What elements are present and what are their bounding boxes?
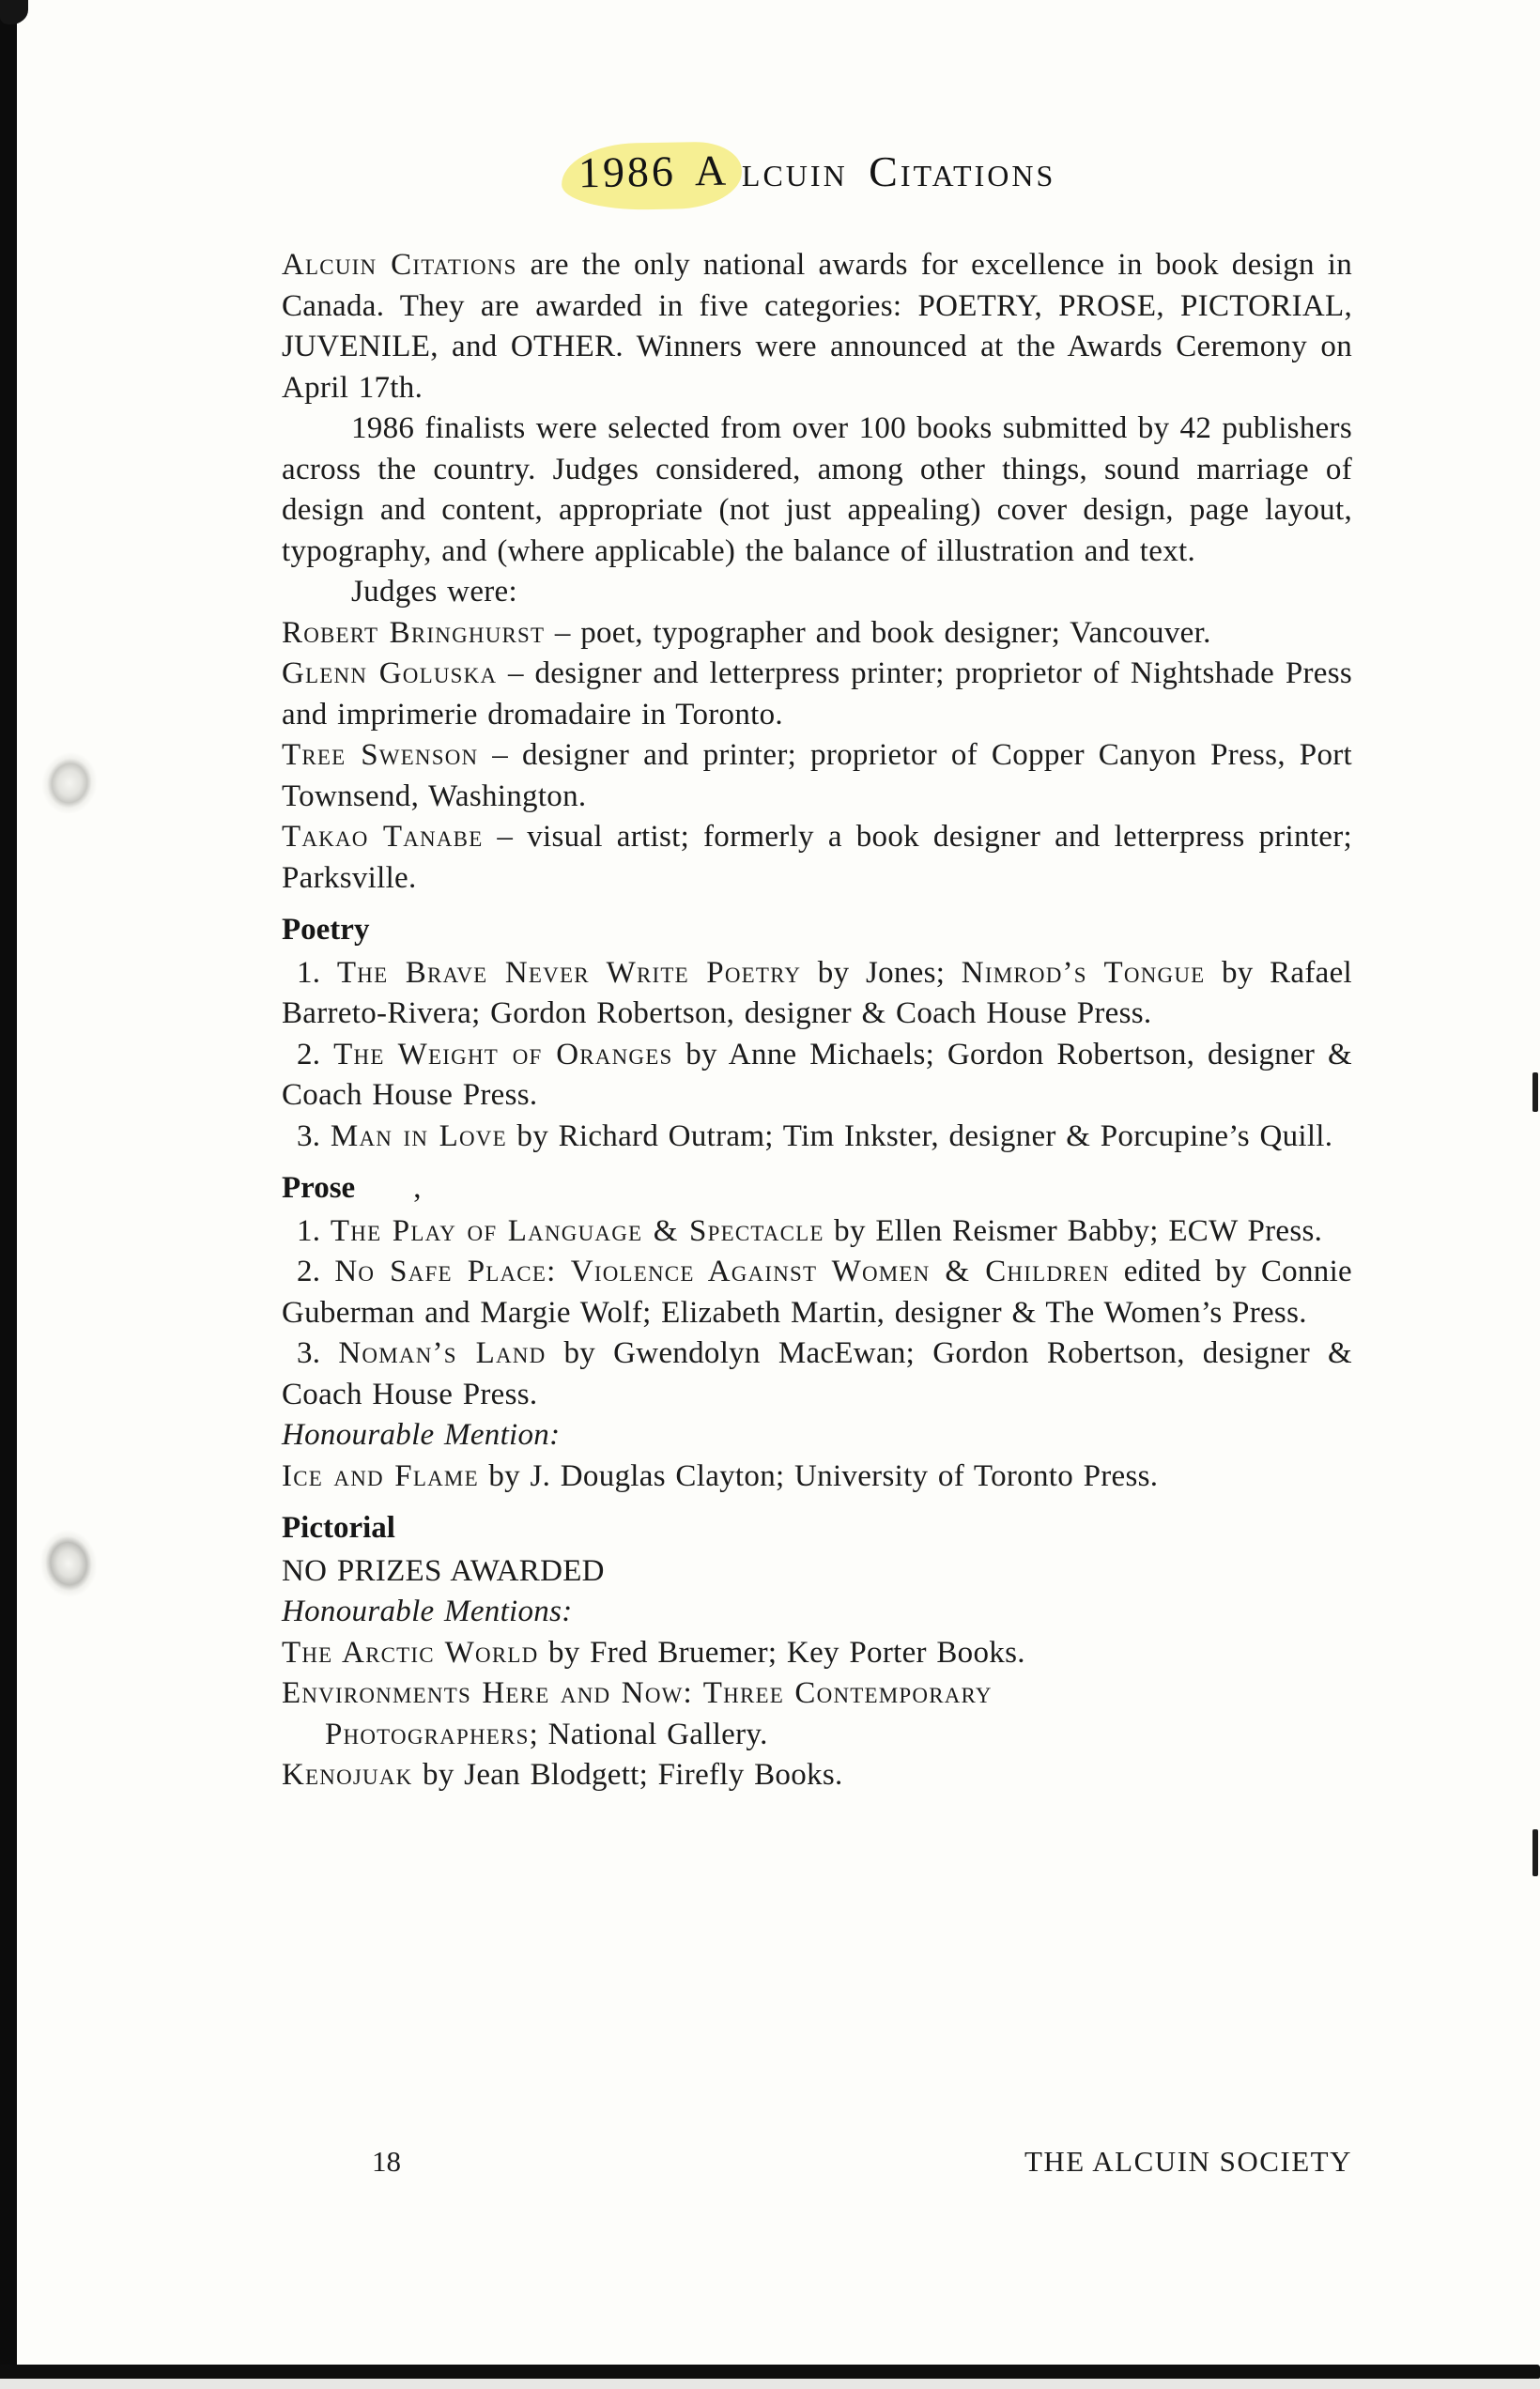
pictorial-item: Kenojuak by Jean Blodgett; Firefly Books.	[282, 1758, 843, 1792]
section-heading-label: Pictorial	[282, 1511, 395, 1545]
section-heading-poetry	[282, 910, 1352, 951]
scan-edge-bottom-shadow	[0, 2379, 1540, 2389]
scan-smudge	[33, 1523, 104, 1604]
section-heading-pictorial	[282, 1508, 1352, 1549]
prose-item: 2. No Safe Place: Violence Against Women & Children edited by Connie Guberman and Margie Wolf; Elizabeth Martin, designer & The Women’s Press.	[282, 1255, 1352, 1330]
poetry-item: 3. Man in Love by Richard Outram; Tim Inkster, designer & Porcupine’s Quill.	[297, 1118, 1333, 1153]
poetry-item: 2. The Weight of Oranges by Anne Michaels; Gordon Robertson, designer & Coach House Press.	[282, 1037, 1352, 1112]
poetry-item: 1. The Brave Never Write Poetry by Jones; Nimrod’s Tongue by Rafael Barreto-Rivera; Gordon Robertson, designer & Coach House Press.	[282, 955, 1352, 1030]
page-title-rest: lcuin Citations	[741, 147, 1056, 195]
honourable-mentions-label: Honourable Mentions:	[282, 1595, 573, 1628]
scan-edge-left-bar	[0, 0, 17, 2378]
pictorial-item-continuation: Photographers; National Gallery.	[325, 1717, 768, 1751]
pictorial-item: The Arctic World by Fred Bruemer; Key Porter Books.	[282, 1635, 1025, 1670]
judge-entry: Robert Bringhurst – poet, typographer and book designer; Vancouver.	[282, 615, 1211, 650]
scan-edge-mark	[1532, 1072, 1538, 1112]
running-footer-publisher: THE ALCUIN SOCIETY	[1024, 2145, 1352, 2178]
scan-edge-bottom-bar	[0, 2365, 1540, 2379]
honourable-mention-entry: Ice and Flame by J. Douglas Clayton; University of Toronto Press.	[282, 1458, 1159, 1493]
stray-ink-mark: ,	[413, 1171, 422, 1205]
pictorial-item: Environments Here and Now: Three Contemporary	[282, 1676, 993, 1710]
scan-smudge	[33, 744, 106, 823]
section-heading-label: Prose	[282, 1171, 356, 1205]
scan-edge-mark	[1532, 1829, 1538, 1876]
section-heading-label: Poetry	[282, 913, 370, 947]
section-heading-prose	[282, 1168, 1352, 1210]
page-number: 18	[372, 2145, 401, 2178]
judge-entry: Glenn Goluska – designer and letterpress printer; proprietor of Nightshade Press and imprimerie dromadaire in Toronto.	[282, 656, 1352, 732]
honourable-mention-label: Honourable Mention:	[282, 1418, 561, 1452]
prose-item: 1. The Play of Language & Spectacle by Ellen Reismer Babby; ECW Press.	[297, 1213, 1323, 1248]
judge-entry: Tree Swenson – designer and printer; proprietor of Copper Canyon Press, Port Townsend, Washington.	[282, 738, 1353, 813]
page-title	[282, 146, 1352, 196]
judges-intro: Judges were:	[351, 575, 517, 609]
finalists-paragraph: 1986 finalists were selected from over 100 books submitted by 42 publishers across the country. Judges considered, among other things, sound marriage of design and content, appropriate (not just appealing) cover design, page layout, typography, and (where applicable) the balance of illustration and text.	[282, 411, 1352, 568]
intro-paragraph: Alcuin Citations are the only national awards for excellence in book design in Canada. They are awarded in five categories: POETRY, PROSE, PICTORIAL, JUVENILE, and OTHER. Winners were announced at the Awards Ceremony on April 17th.	[282, 248, 1352, 405]
page-footer	[282, 2145, 1352, 2179]
prose-item: 3. Noman’s Land by Gwendolyn MacEwan; Gordon Robertson, designer & Coach House Press.	[282, 1336, 1352, 1411]
text-block	[282, 146, 1352, 1796]
yellow-highlight: 1986 A	[561, 141, 742, 210]
scan-corner-blot	[0, 0, 28, 24]
judge-entry: Takao Tanabe – visual artist; formerly a book designer and letterpress printer; Parksville.	[282, 820, 1353, 895]
no-prizes-line: NO PRIZES AWARDED	[282, 1553, 605, 1588]
